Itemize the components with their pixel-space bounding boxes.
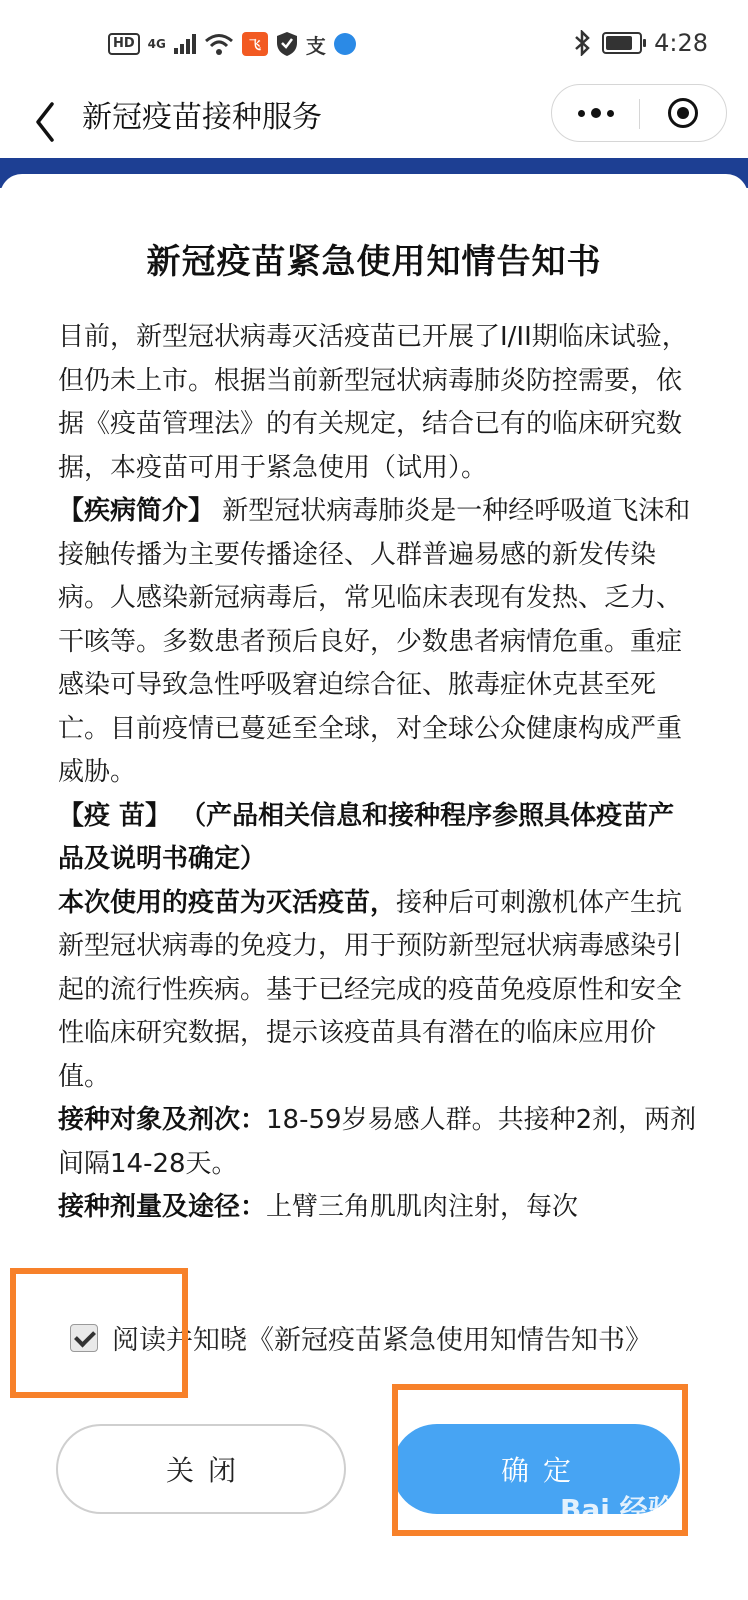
status-bar [0, 0, 748, 84]
alipay-icon: 支 [305, 33, 326, 58]
target-icon [668, 98, 698, 128]
more-dot-right [607, 110, 614, 117]
shield-icon [276, 31, 298, 57]
bluetooth-icon [574, 30, 590, 56]
chevron-left-icon [28, 94, 68, 144]
close-mini-program-button[interactable] [640, 85, 726, 141]
paragraph-disease [58, 490, 698, 795]
vaccine-text: 接种后可刺激机体产生抗新型冠状病毒的免疫力，用于预防新型冠状病毒感染引起的流行性疾病。基于已经完成的疫苗免疫原性和安全性临床研究数据，提示该疫苗具有潜在的临床应用价值。 [58, 887, 683, 1092]
recipients-text: 18-59岁易感人群。共接种2剂，两剂间隔14-28天。 [58, 1105, 697, 1179]
disease-label: 【疾病简介】 [58, 496, 215, 526]
vaccine-type-label: 本次使用的疫苗为灭活疫苗， [58, 887, 397, 918]
document-title: 新冠疫苗紧急使用知情告知书 [146, 242, 602, 282]
vaccine-label: 【疫 苗】 （产品相关信息和接种程序参照具体疫苗产品及说明书确定） [58, 800, 675, 874]
more-dots-icon [578, 110, 585, 117]
paragraph-vaccine [58, 882, 698, 1100]
highlight-box-checkbox [10, 1268, 188, 1398]
document-body[interactable] [58, 316, 698, 1230]
page-title: 新冠疫苗接种服务 [82, 100, 322, 135]
close-button[interactable]: 关闭 [56, 1424, 346, 1514]
browser-icon [334, 33, 356, 55]
wifi-icon [204, 32, 234, 56]
paragraph-dosage [58, 1186, 698, 1230]
hd-icon: HD [108, 33, 140, 55]
agreement-text[interactable]: 阅读并知晓《新冠疫苗紧急使用知情告知书》 [112, 1325, 652, 1356]
paragraph-intro: 目前，新型冠状病毒灭活疫苗已开展了I/II期临床试验，但仍未上市。根据当前新型冠状病毒肺炎防控需要，依据《疫苗管理法》的有关规定，结合已有的临床研究数据，本疫苗可用于紧急使用（试用）。 [58, 322, 688, 483]
confirm-button[interactable]: 确定 [392, 1424, 680, 1514]
disease-text: 新型冠状病毒肺炎是一种经呼吸道飞沫和接触传播为主要传播途径、人群普遍易感的新发传染病。人感染新冠病毒后，常见临床表现有发热、乏力、干咳等。多数患者预后良好，少数患者病情危重。重症感染可导致急性呼吸窘迫综合征、脓毒症休克甚至死亡。目前疫情已蔓延至全球，对全球公众健康构成严重威胁。 [58, 496, 691, 787]
recipients-label: 接种对象及剂次： [58, 1105, 267, 1135]
nav-bar [0, 84, 748, 156]
status-icons-left [108, 30, 356, 58]
battery-icon [602, 32, 642, 54]
clock: 4:28 [654, 29, 708, 57]
dosage-label: 接种剂量及途径： [58, 1192, 267, 1222]
app-notification-icon: 飞 [242, 32, 268, 56]
signal-icon [174, 34, 196, 54]
mini-program-capsule [551, 84, 727, 142]
watermark: Bai 经验 [560, 1493, 676, 1526]
dosage-text: 上臂三角肌肌肉注射，每次 [266, 1192, 579, 1222]
more-button[interactable] [552, 85, 639, 141]
paragraph-vaccine-label [58, 795, 698, 882]
network-type: 4G [147, 37, 166, 51]
back-button[interactable] [28, 94, 68, 144]
paragraph-recipients [58, 1099, 698, 1186]
status-icons-right [574, 28, 708, 58]
more-dot-center [591, 108, 601, 118]
